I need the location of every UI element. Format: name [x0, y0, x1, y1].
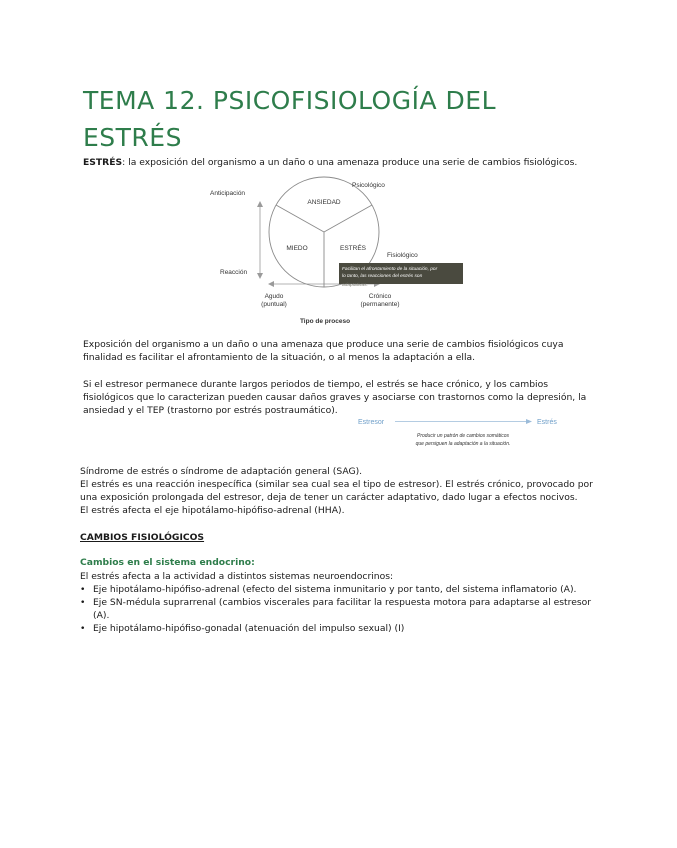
- paragraph-exposure: Exposición del organismo a un daño o una amenaza que produce una serie de cambios fisiológicos cuya finalidad es facilitar el afrontamiento de la situación, o al menos la adaptación a ella.: [83, 339, 564, 363]
- y-top-label: Anticipación: [210, 190, 246, 197]
- callout-line-2: lo tanto, las reacciones del estrés son: [342, 274, 423, 279]
- arrow-caption-line-1: Producir un patrón de cambios somáticos: [417, 433, 509, 439]
- paragraph-chronic: Si el estresor permanece durante largos periodos de tiempo, el estrés se hace crónico, y los cambios fisiológicos que lo caracterizan pueden causar daños graves y asociarse con trastornos como la depresión, la ansiedad y el TEP (trastorno por estrés postraumático).: [83, 379, 587, 416]
- segment-left-label: MIEDO: [286, 245, 308, 252]
- page-title: TEMA 12. PSICOFISIOLOGÍA DEL ESTRÉS: [83, 86, 496, 152]
- x-axis-title: Tipo de proceso: [299, 318, 351, 325]
- segment-divider-left: [276, 205, 324, 232]
- stress-definition: [83, 156, 603, 169]
- stressor-label: Estresor: [358, 419, 385, 426]
- stress-classification-diagram: [200, 176, 490, 328]
- x-left-label-2: (puntual): [261, 301, 287, 308]
- y-bottom-label: Reacción: [220, 269, 248, 276]
- stress-label: Estrés: [537, 419, 557, 426]
- vertical-axis-arrow-up: [257, 201, 263, 207]
- list-item: • Eje hipotálamo-hipófiso-gonadal (atenuación del impulso sexual) (I): [80, 622, 602, 635]
- stressor-stress-diagram: [355, 413, 565, 451]
- segment-right-label: ESTRÉS: [339, 245, 367, 252]
- endocrine-intro: El estrés afecta a la actividad a distintos sistemas neuroendocrinos:: [80, 571, 394, 582]
- sag-line-3: El estrés afecta el eje hipotálamo-hipófiso-adrenal (HHA).: [80, 505, 345, 516]
- list-item: • Eje SN-médula suprarrenal (cambios viscerales para facilitar la respuesta motora para adaptarse al estresor (A).: [80, 596, 602, 622]
- segment-divider-right: [324, 205, 372, 232]
- segment-top-label: ANSIEDAD: [307, 199, 341, 206]
- endocrine-subheading: Cambios en el sistema endocrino:: [80, 557, 255, 568]
- endocrine-axes-list: [80, 583, 602, 635]
- sag-line-1: Síndrome de estrés o síndrome de adaptación general (SAG).: [80, 466, 363, 477]
- arrow-caption-line-2: que persiguen la adaptación a la situación.: [415, 441, 511, 447]
- x-right-label-2: (permanente): [360, 301, 400, 308]
- x-left-label-1: Agudo: [264, 293, 284, 300]
- definition-term: ESTRÉS: [83, 157, 123, 168]
- stressor-arrow-head: [526, 419, 532, 424]
- paragraph-sag: [80, 465, 605, 517]
- callout-line-3: adaptativas.: [342, 283, 368, 288]
- definition-text: : la exposición del organismo a un daño o una amenaza produce una serie de cambios fisiológicos.: [122, 157, 578, 168]
- horizontal-axis-arrow-left: [268, 281, 274, 287]
- psicologico-label: Psicológico: [352, 182, 385, 189]
- section-heading: CAMBIOS FISIOLÓGICOS: [80, 532, 205, 543]
- sag-line-2: El estrés es una reacción inespecífica (similar sea cual sea el tipo de estresor). El estrés crónico, provocado por una exposición prolongada del estresor, deja de tener un carácter adaptativo, dado lugar a efectos nocivos.: [80, 479, 593, 503]
- list-item: • Eje hipotálamo-hipófiso-adrenal (efecto del sistema inmunitario y por tanto, del sistema inflamatorio (A).: [80, 583, 602, 596]
- callout-line-1: Facilitan el afrontamiento de la situación, por: [342, 267, 438, 272]
- x-right-label-1: Crónico: [368, 293, 392, 300]
- vertical-axis-arrow-down: [257, 273, 263, 279]
- fisiologico-label: Fisiológico: [387, 252, 418, 259]
